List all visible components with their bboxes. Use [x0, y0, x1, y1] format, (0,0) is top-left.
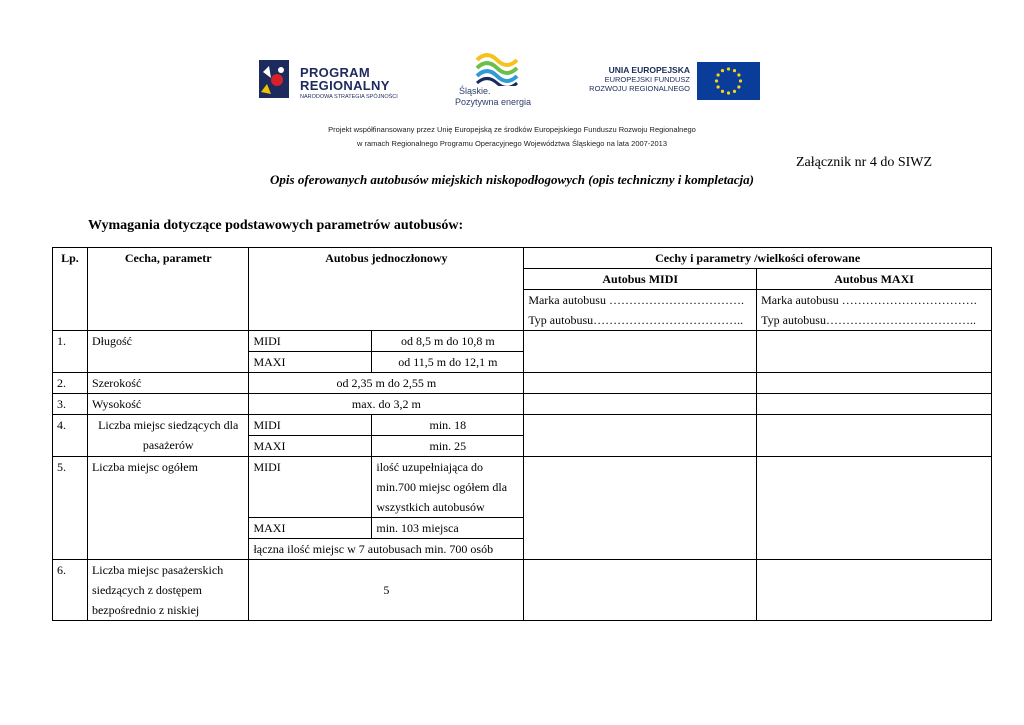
eu-line1: UNIA EUROPEJSKA [608, 65, 690, 75]
row4-offer-midi[interactable] [524, 415, 757, 457]
row2-value: od 2,35 m do 2,55 m [249, 373, 524, 394]
table-row [53, 373, 992, 394]
cofinancing-line1: Projekt współfinansowany przez Unię Europejską ze środków Europejskiego Funduszu Rozwoju Regionalnego [328, 125, 696, 134]
row4-maxi-value: min. 25 [372, 436, 524, 457]
row4-midi-label: MIDI [249, 415, 372, 436]
header-bus-blank [249, 269, 524, 331]
row6-value: 5 [249, 560, 524, 621]
row4-offer-maxi[interactable] [757, 415, 992, 457]
row3-offer-midi[interactable] [524, 394, 757, 415]
table-row [53, 269, 992, 290]
row1-maxi-label: MAXI [249, 352, 372, 373]
header-feature: Cecha, parametr [87, 248, 249, 269]
cofinancing-line2: w ramach Regionalnego Programu Operacyjnego Województwa Śląskiego na lata 2007-2013 [356, 139, 668, 148]
row6-offer-maxi[interactable] [757, 560, 992, 621]
row5-midi-value [372, 457, 524, 518]
row6-feature-line3: bezpośrednio z niskiej [91, 603, 200, 617]
row2-feature: Szerokość [87, 373, 249, 394]
table-row [53, 331, 992, 352]
brand-midi: Marka autobusu ……………………………. [524, 290, 757, 311]
row6-feature-line2: siedzących z dostępem [91, 583, 202, 597]
row2-offer-maxi[interactable] [757, 373, 992, 394]
header-bus: Autobus jednoczłonowy [249, 248, 524, 269]
slaskie-waves-icon [473, 50, 523, 86]
table-row [53, 248, 992, 269]
header-lp: Lp. [53, 248, 88, 269]
row5-midi-line3: wszystkich autobusów [376, 500, 485, 514]
program-regionalny-logo [255, 56, 435, 106]
row4-feature-line2: pasażerów [142, 438, 194, 452]
row4-lp: 4. [53, 415, 88, 457]
header-feature-blank [87, 269, 249, 331]
eu-line3: ROZWOJU REGIONALNEGO [589, 84, 690, 93]
row5-midi-label: MIDI [249, 457, 372, 518]
row1-maxi-value: od 11,5 m do 12,1 m [372, 352, 524, 373]
row3-feature: Wysokość [87, 394, 249, 415]
row6-offer-midi[interactable] [524, 560, 757, 621]
program-line1: PROGRAM [300, 65, 370, 80]
table-row [53, 457, 992, 518]
program-line2: REGIONALNY [300, 78, 390, 93]
row4-maxi-label: MAXI [249, 436, 372, 457]
table-row [53, 394, 992, 415]
row2-offer-midi[interactable] [524, 373, 757, 394]
row1-offer-midi[interactable] [524, 331, 757, 373]
row1-midi-value: od 8,5 m do 10,8 m [372, 331, 524, 352]
row5-maxi-label: MAXI [249, 518, 372, 539]
brand-maxi: Marka autobusu ……………………………. [757, 290, 992, 311]
row3-offer-maxi[interactable] [757, 394, 992, 415]
row1-midi-label: MIDI [249, 331, 372, 352]
program-regionalny-mark-icon [255, 58, 293, 100]
header-maxi: Autobus MAXI [757, 269, 992, 290]
row5-midi-line1: ilość uzupełniająca do [376, 460, 484, 474]
row1-offer-maxi[interactable] [757, 331, 992, 373]
row3-lp: 3. [53, 394, 88, 415]
slaskie-logo [455, 50, 550, 112]
table-row [53, 560, 992, 621]
row5-total: łączna ilość miejsc w 7 autobusach min. 700 osób [249, 539, 524, 560]
row5-maxi-value: min. 103 miejsca [372, 518, 524, 539]
row6-feature [87, 560, 249, 621]
document-title: Opis oferowanych autobusów miejskich niskopodłogowych (opis techniczny i kompletacja) [270, 172, 754, 187]
header-midi: Autobus MIDI [524, 269, 757, 290]
type-midi: Typ autobusu……………………………….. [524, 310, 757, 331]
section-heading: Wymagania dotyczące podstawowych parametrów autobusów: [88, 218, 464, 233]
table-row [53, 415, 992, 436]
slaskie-name: Śląskie. [459, 86, 491, 96]
slaskie-tagline: Pozytywna energia [455, 97, 532, 107]
row5-lp: 5. [53, 457, 88, 560]
row5-feature: Liczba miejsc ogółem [87, 457, 249, 560]
row4-feature-line1: Liczba miejsc siedzących dla [98, 418, 239, 432]
parameters-table [52, 247, 992, 621]
row5-offer-midi[interactable] [524, 457, 757, 560]
type-maxi: Typ autobusu……………………………….. [757, 310, 992, 331]
row4-midi-value: min. 18 [372, 415, 524, 436]
row4-feature [87, 415, 249, 457]
header-offered: Cechy i parametry /wielkości oferowane [524, 248, 992, 269]
row6-feature-line1: Liczba miejsc pasażerskich [91, 563, 224, 577]
eu-line2: EUROPEJSKI FUNDUSZ [604, 75, 690, 84]
row5-offer-maxi[interactable] [757, 457, 992, 560]
eu-flag-icon [697, 62, 760, 100]
header-lp-blank [53, 269, 88, 331]
eu-logo-text [578, 65, 690, 93]
row1-lp: 1. [53, 331, 88, 373]
program-tagline: NARODOWA STRATEGIA SPÓJNOŚCI [300, 94, 398, 100]
row1-feature: Długość [87, 331, 249, 373]
row5-midi-line2: min.700 miejsc ogółem dla [376, 480, 508, 494]
row6-lp: 6. [53, 560, 88, 621]
row2-lp: 2. [53, 373, 88, 394]
row3-value: max. do 3,2 m [249, 394, 524, 415]
annex-label: Załącznik nr 4 do SIWZ [796, 155, 933, 170]
